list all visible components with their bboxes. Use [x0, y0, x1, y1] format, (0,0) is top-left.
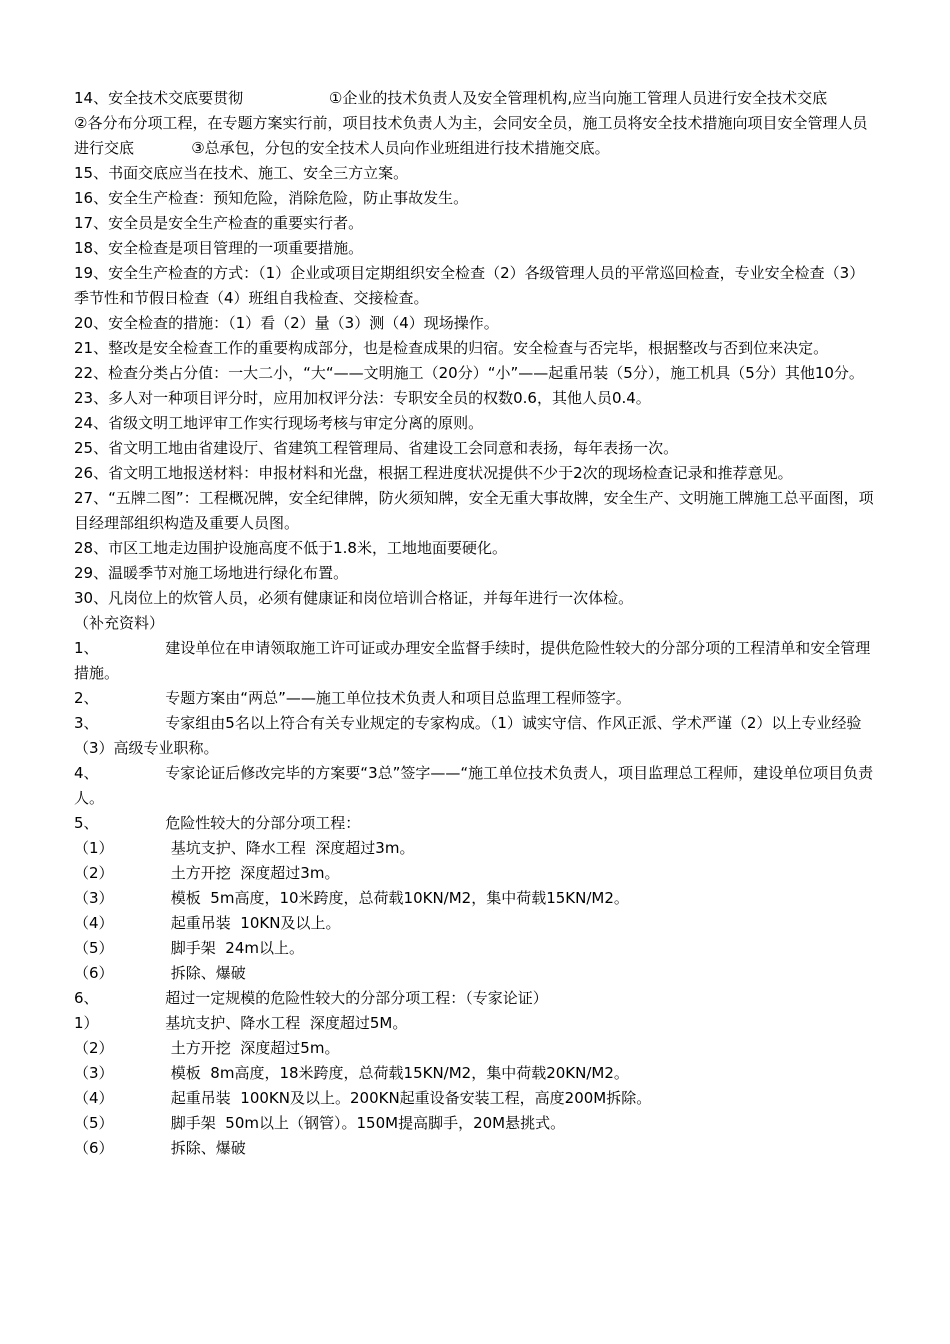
- paragraph-29: 29、温暖季节对施工场地进行绿化布置。: [74, 564, 349, 582]
- item-5-sub-5: （5） 脚手架 24m以上。: [74, 939, 304, 957]
- paragraph-15: 15、书面交底应当在技术、施工、安全三方立案。: [74, 164, 409, 182]
- paragraph-14: 14、安全技术交底要贯彻 ①企业的技术负责人及安全管理机构,应当向施工管理人员进行安全技术交底 ②各分布分项工程，在专题方案实行前，项目技术负责人为主，会同安全员，施工员将安全技术措施向项目安全管理人员进行交底 ③总承包，分包的安全技术人员向作业班组进行技术措施交底。: [74, 89, 885, 157]
- paragraph-17: 17、安全员是安全生产检查的重要实行者。: [74, 214, 364, 232]
- paragraph-23: 23、多人对一种项目评分时，应用加权评分法：专职安全员的权数0.6，其他人员0.4。: [74, 389, 651, 407]
- supplement-item-5: 5、 危险性较大的分部分项工程：: [74, 814, 361, 832]
- supplement-item-3: 3、 专家组由5名以上符合有关专业规定的专家构成。（1）诚实守信、作风正派、学术严谨（2）以上专业经验（3）高级专业职称。: [74, 714, 862, 757]
- supplement-item-1: 1、 建设单位在申请领取施工许可证或办理安全监督手续时，提供危险性较大的分部分项的工程清单和安全管理措施。: [74, 639, 871, 682]
- supplement-item-2: 2、 专题方案由“两总”——施工单位技术负责人和项目总监理工程师签字。: [74, 689, 631, 707]
- item-6-sub-2: （2） 土方开挖 深度超过5m。: [74, 1039, 340, 1057]
- item-5-sub-3: （3） 模板 5m高度，10米跨度，总荷载10KN/M2，集中荷载15KN/M2。: [74, 889, 629, 907]
- supplement-heading: （补充资料）: [74, 614, 165, 632]
- paragraph-22: 22、检查分类占分值：一大二小，“大“——文明施工（20分）“小”——起重吊装（5分），施工机具（5分）其他10分。: [74, 364, 864, 382]
- item-5-sub-2: （2） 土方开挖 深度超过3m。: [74, 864, 340, 882]
- paragraph-28: 28、市区工地走边围护设施高度不低于1.8米，工地地面要硬化。: [74, 539, 507, 557]
- item-5-sub-6: （6） 拆除、爆破: [74, 964, 246, 982]
- paragraph-21: 21、整改是安全检查工作的重要构成部分，也是检查成果的归宿。安全检查与否完毕，根据整改与否到位来决定。: [74, 339, 829, 357]
- item-5-sub-4: （4） 起重吊装 10KN及以上。: [74, 914, 341, 932]
- paragraph-18: 18、安全检查是项目管理的一项重要措施。: [74, 239, 364, 257]
- item-5-sub-1: （1） 基坑支护、降水工程 深度超过3m。: [74, 839, 415, 857]
- document-page: [74, 86, 885, 1161]
- supplement-item-4: 4、 专家论证后修改完毕的方案要“3总”签字——“施工单位技术负责人，项目监理总工程师，建设单位项目负责人。: [74, 764, 874, 807]
- paragraph-20: 20、安全检查的措施：（1）看（2）量（3）测（4）现场操作。: [74, 314, 499, 332]
- paragraph-30: 30、凡岗位上的炊管人员，必须有健康证和岗位培训合格证，并每年进行一次体检。: [74, 589, 634, 607]
- paragraph-24: 24、省级文明工地评审工作实行现场考核与审定分离的原则。: [74, 414, 484, 432]
- item-6-sub-1: 1） 基坑支护、降水工程 深度超过5M。: [74, 1014, 408, 1032]
- item-6-sub-5: （5） 脚手架 50m以上（钢管）。150M提高脚手，20M悬挑式。: [74, 1114, 566, 1132]
- paragraph-19: 19、安全生产检查的方式：（1）企业或项目定期组织安全检查（2）各级管理人员的平常巡回检查，专业安全检查（3）季节性和节假日检查（4）班组自我检查、交接检查。: [74, 264, 865, 307]
- paragraph-27: 27、“五牌二图”：工程概况牌，安全纪律牌，防火须知牌，安全无重大事故牌，安全生产、文明施工牌施工总平面图，项目经理部组织构造及重要人员图。: [74, 489, 874, 532]
- paragraph-26: 26、省文明工地报送材料：申报材料和光盘，根据工程进度状况提供不少于2次的现场检查记录和推荐意见。: [74, 464, 793, 482]
- paragraph-16: 16、安全生产检查：预知危险，消除危险，防止事故发生。: [74, 189, 469, 207]
- item-6-sub-4: （4） 起重吊装 100KN及以上。200KN起重设备安装工程，高度200M拆除。: [74, 1089, 652, 1107]
- item-6-sub-3: （3） 模板 8m高度，18米跨度，总荷载15KN/M2，集中荷载20KN/M2。: [74, 1064, 629, 1082]
- item-6-sub-6: （6） 拆除、爆破: [74, 1139, 246, 1157]
- paragraph-25: 25、省文明工地由省建设厅、省建筑工程管理局、省建设工会同意和表扬，每年表扬一次。: [74, 439, 679, 457]
- supplement-item-6: 6、 超过一定规模的危险性较大的分部分项工程：（专家论证）: [74, 989, 548, 1007]
